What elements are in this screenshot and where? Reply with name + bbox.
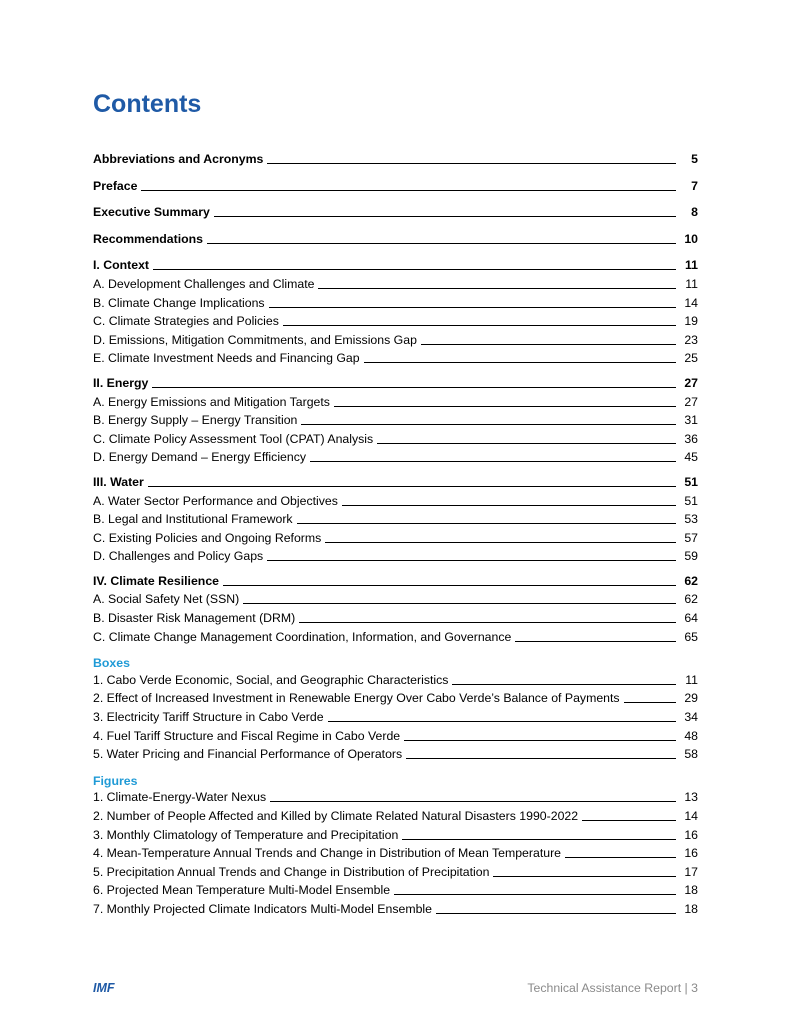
toc-entry[interactable] xyxy=(93,413,698,432)
toc-entry[interactable] xyxy=(93,531,698,550)
dot-leader xyxy=(582,819,676,821)
toc-page-number: 18 xyxy=(684,901,698,916)
toc-entry[interactable] xyxy=(93,630,698,649)
dot-leader xyxy=(565,856,676,858)
toc-entry[interactable] xyxy=(93,592,698,611)
figure-entry[interactable] xyxy=(93,883,698,902)
toc-page-number: 29 xyxy=(684,691,698,706)
toc-page-number: 58 xyxy=(684,747,698,762)
toc-entry-text: C. Existing Policies and Ongoing Reforms xyxy=(93,530,322,545)
dot-leader xyxy=(364,361,676,363)
toc-entry-text: II. Energy xyxy=(93,375,149,390)
toc-section-energy[interactable] xyxy=(93,376,698,395)
toc-entry[interactable] xyxy=(93,333,698,352)
toc-entry-text: E. Climate Investment Needs and Financing Gap xyxy=(93,351,360,366)
toc-entry-text: 2. Effect of Increased Investment in Renewable Energy Over Cabo Verde’s Balance of Payments xyxy=(93,691,620,706)
toc-entry-text: C. Climate Strategies and Policies xyxy=(93,314,279,329)
toc-entry-text: B. Energy Supply – Energy Transition xyxy=(93,413,298,428)
toc-entry-text: IV. Climate Resilience xyxy=(93,573,219,588)
dot-leader xyxy=(148,485,676,487)
dot-leader xyxy=(334,405,676,407)
toc-page-number: 14 xyxy=(684,809,698,823)
toc-entry-text: 7. Monthly Projected Climate Indicators Multi-Model Ensemble xyxy=(93,901,432,916)
dot-leader xyxy=(325,541,676,543)
dot-leader xyxy=(394,893,676,895)
toc-entry-text: 4. Mean-Temperature Annual Trends and Change in Distribution of Mean Temperature xyxy=(93,846,562,861)
toc-page-number: 8 xyxy=(691,205,698,220)
toc-entry-text: 6. Projected Mean Temperature Multi-Model Ensemble xyxy=(93,883,391,898)
toc-page-number: 57 xyxy=(684,530,698,545)
toc-entry-text: D. Emissions, Mitigation Commitments, and Emissions Gap xyxy=(93,332,417,347)
dot-leader xyxy=(153,268,676,270)
dot-leader xyxy=(402,838,676,840)
dot-leader xyxy=(624,701,676,703)
toc-section-context[interactable] xyxy=(93,258,698,277)
toc-entry-text: 1. Cabo Verde Economic, Social, and Geographic Characteristics xyxy=(93,672,449,687)
dot-leader xyxy=(141,189,676,191)
toc-page-number: 36 xyxy=(684,431,698,446)
box-entry[interactable] xyxy=(93,691,698,710)
toc-entry-abbreviations[interactable] xyxy=(93,152,698,171)
dot-leader xyxy=(421,343,676,345)
dot-leader xyxy=(515,640,676,642)
toc-page-number: 7 xyxy=(691,178,698,193)
toc-page-number: 51 xyxy=(684,493,698,508)
dot-leader xyxy=(452,683,676,685)
dot-leader xyxy=(297,522,676,524)
toc-entry[interactable] xyxy=(93,450,698,469)
dot-leader xyxy=(301,423,676,425)
toc-entry-text: 3. Electricity Tariff Structure in Cabo Verde xyxy=(93,710,324,725)
dot-leader xyxy=(436,912,676,914)
toc-page-number: 5 xyxy=(691,152,698,166)
dot-leader xyxy=(152,386,676,388)
toc-entry[interactable] xyxy=(93,395,698,414)
toc-page-number: 51 xyxy=(684,474,698,489)
dot-leader xyxy=(267,559,676,561)
toc-entry-text: C. Climate Policy Assessment Tool (CPAT) Analysis xyxy=(93,431,374,446)
toc-page-number: 25 xyxy=(684,351,698,366)
dot-leader xyxy=(299,621,676,623)
dot-leader xyxy=(310,460,676,462)
dot-leader xyxy=(377,442,676,444)
toc-section-water[interactable] xyxy=(93,475,698,494)
toc-entry-text: 2. Number of People Affected and Killed by Climate Related Natural Disasters 1990-2022 xyxy=(93,809,579,823)
toc-entry-text: Recommendations xyxy=(93,231,204,246)
toc-entry-text: Executive Summary xyxy=(93,205,210,220)
figure-entry[interactable] xyxy=(93,809,698,828)
toc-page-number: 16 xyxy=(684,827,698,842)
figures-heading: Figures xyxy=(93,773,138,788)
toc-entry-text: Abbreviations and Acronyms xyxy=(93,152,264,166)
toc-entry[interactable] xyxy=(93,351,698,370)
toc-entry-text: 5. Water Pricing and Financial Performance of Operators xyxy=(93,747,403,762)
box-entry[interactable] xyxy=(93,729,698,748)
footer-page-label: Technical Assistance Report | 3 xyxy=(527,981,698,995)
toc-entry-text: 5. Precipitation Annual Trends and Change in Distribution of Precipitation xyxy=(93,864,490,879)
box-entry[interactable] xyxy=(93,710,698,729)
toc-entry-preface[interactable] xyxy=(93,179,698,198)
toc-page-number: 11 xyxy=(685,276,698,291)
toc-entry[interactable] xyxy=(93,549,698,568)
figure-entry[interactable] xyxy=(93,846,698,865)
dot-leader xyxy=(318,287,676,289)
toc-page-number: 65 xyxy=(684,629,698,644)
toc-entry-text: 1. Climate-Energy-Water Nexus xyxy=(93,790,267,805)
figure-entry[interactable] xyxy=(93,790,698,809)
dot-leader xyxy=(328,720,676,722)
toc-entry[interactable] xyxy=(93,611,698,630)
toc-entry-text: Preface xyxy=(93,178,138,193)
toc-page-number: 11 xyxy=(685,672,698,687)
figure-entry[interactable] xyxy=(93,828,698,847)
boxes-heading: Boxes xyxy=(93,656,130,671)
dot-leader xyxy=(214,215,676,217)
toc-page-number: 48 xyxy=(684,728,698,743)
figure-entry[interactable] xyxy=(93,902,698,921)
figure-entry[interactable] xyxy=(93,865,698,884)
toc-entry-text: B. Disaster Risk Management (DRM) xyxy=(93,611,296,626)
toc-entry-text: B. Legal and Institutional Framework xyxy=(93,512,293,527)
dot-leader xyxy=(207,242,676,244)
dot-leader xyxy=(404,739,676,741)
dot-leader xyxy=(223,584,676,586)
toc-page-number: 13 xyxy=(684,790,698,805)
toc-entry-text: A. Social Safety Net (SSN) xyxy=(93,592,240,607)
dot-leader xyxy=(406,757,676,759)
toc-page-number: 18 xyxy=(684,883,698,898)
toc-entry-text: B. Climate Change Implications xyxy=(93,295,265,310)
dot-leader xyxy=(269,306,676,308)
toc-page-number: 16 xyxy=(684,846,698,861)
toc-entry-text: III. Water xyxy=(93,474,144,489)
dot-leader xyxy=(283,324,676,326)
toc-page-number: 10 xyxy=(684,231,698,246)
toc-entry[interactable] xyxy=(93,512,698,531)
toc-entry-recommendations[interactable] xyxy=(93,232,698,251)
toc-entry-text: I. Context xyxy=(93,258,150,273)
toc-page-number: 59 xyxy=(684,549,698,564)
toc-page-number: 17 xyxy=(684,864,698,879)
dot-leader xyxy=(342,504,676,506)
toc-entry-text: 3. Monthly Climatology of Temperature and Precipitation xyxy=(93,827,399,842)
toc-page-number: 27 xyxy=(684,375,698,390)
toc-page-number: 14 xyxy=(684,295,698,310)
toc-entry-text: 4. Fuel Tariff Structure and Fiscal Regime in Cabo Verde xyxy=(93,728,401,743)
toc-entry[interactable] xyxy=(93,494,698,513)
page-title: Contents xyxy=(93,90,202,118)
toc-page-number: 53 xyxy=(684,512,698,527)
toc-section-climate-resilience[interactable] xyxy=(93,574,698,593)
dot-leader xyxy=(243,602,676,604)
box-entry[interactable] xyxy=(93,673,698,692)
imf-logo: IMF xyxy=(93,981,115,995)
toc-entry[interactable] xyxy=(93,277,698,296)
toc-entry[interactable] xyxy=(93,296,698,315)
toc-entry-text: A. Development Challenges and Climate xyxy=(93,276,315,291)
toc-page-number: 31 xyxy=(684,413,698,428)
toc-page-number: 45 xyxy=(684,450,698,465)
toc-page-number: 62 xyxy=(684,573,698,588)
dot-leader xyxy=(493,875,676,877)
box-entry[interactable] xyxy=(93,747,698,766)
toc-page-number: 64 xyxy=(684,611,698,626)
toc-entry-text: C. Climate Change Management Coordination, Information, and Governance xyxy=(93,629,512,644)
table-of-contents xyxy=(93,152,698,921)
toc-entry-text: D. Energy Demand – Energy Efficiency xyxy=(93,450,307,465)
toc-entry-executive-summary[interactable] xyxy=(93,205,698,224)
toc-entry-text: A. Water Sector Performance and Objectives xyxy=(93,493,338,508)
dot-leader xyxy=(270,800,676,802)
toc-page-number: 11 xyxy=(685,258,698,273)
toc-entry-text: D. Challenges and Policy Gaps xyxy=(93,549,264,564)
toc-page-number: 27 xyxy=(684,394,698,409)
toc-page-number: 19 xyxy=(684,314,698,329)
toc-entry[interactable] xyxy=(93,432,698,451)
toc-page-number: 23 xyxy=(684,332,698,347)
toc-entry-text: A. Energy Emissions and Mitigation Targets xyxy=(93,394,330,409)
toc-page-number: 62 xyxy=(684,592,698,607)
toc-page-number: 34 xyxy=(684,710,698,725)
toc-entry[interactable] xyxy=(93,314,698,333)
dot-leader xyxy=(267,162,676,164)
